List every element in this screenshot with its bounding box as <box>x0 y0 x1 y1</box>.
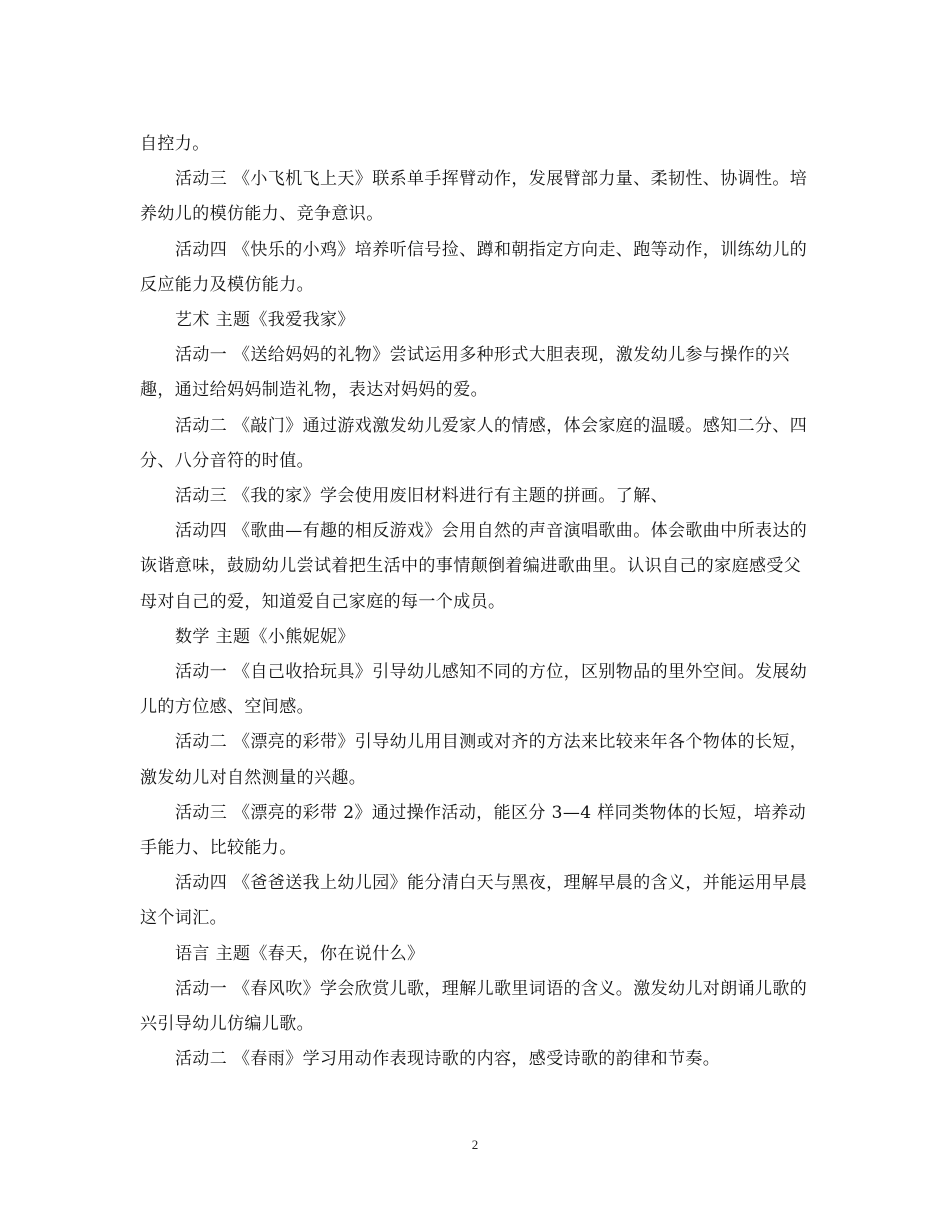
paragraph-activity: 活动一 《送给妈妈的礼物》尝试运用多种形式大胆表现，激发幼儿参与操作的兴趣，通过给妈妈制造礼物，表达对妈妈的爱。 <box>140 345 790 401</box>
paragraph-activity: 活动四 《爸爸送我上幼儿园》能分清白天与黑夜，理解早晨的含义，并能运用早晨这个词汇。 <box>140 873 808 929</box>
paragraph-activity: 活动三 《漂亮的彩带 2》通过操作活动，能区分 3—4 样同类物体的长短，培养动手能力、比较能力。 <box>140 802 807 859</box>
paragraph-activity: 活动二 《春雨》学习用动作表现诗歌的内容，感受诗歌的韵律和节奏。 <box>175 1049 721 1070</box>
page-number: 2 <box>471 1137 479 1152</box>
document-body <box>140 127 812 1077</box>
paragraph-activity: 活动二 《敲门》通过游戏激发幼儿爱家人的情感，体会家庭的温暖。感知二分、四分、八分音符的时值。 <box>140 415 808 471</box>
paragraph-activity: 活动四 《歌曲—有趣的相反游戏》会用自然的声音演唱歌曲。体会歌曲中所表达的诙谐意味，鼓励幼儿尝试着把生活中的事情颠倒着编进歌曲里。认识自己的家庭感受父母对自己的爱，知道爱自己家庭的每一个成员。 <box>140 521 808 612</box>
section-heading-language: 语言 主题《春天，你在说什么》 <box>175 943 425 964</box>
paragraph-continuation: 自控力。 <box>140 134 210 154</box>
section-heading-art: 艺术 主题《我爱我家》 <box>175 310 355 331</box>
paragraph-activity: 活动三 《小飞机飞上天》联系单手挥臂动作，发展臂部力量、柔韧性、协调性。培养幼儿的模仿能力、竞争意识。 <box>140 169 808 225</box>
paragraph-activity: 活动二 《漂亮的彩带》引导幼儿用目测或对齐的方法来比较来年各个物体的长短，激发幼儿对自然测量的兴趣。 <box>140 732 808 788</box>
paragraph-activity: 活动四 《快乐的小鸡》培养听信号捡、蹲和朝指定方向走、跑等动作，训练幼儿的反应能力及模仿能力。 <box>140 239 808 295</box>
paragraph-activity: 活动一 《自己收拾玩具》引导幼儿感知不同的方位，区别物品的里外空间。发展幼儿的方位感、空间感。 <box>140 662 808 718</box>
section-heading-math: 数学 主题《小熊妮妮》 <box>175 626 355 647</box>
paragraph-activity: 活动一 《春风吹》学会欣赏儿歌，理解儿歌里词语的含义。激发幼儿对朗诵儿歌的兴引导幼儿仿编儿歌。 <box>140 978 808 1035</box>
paragraph-activity: 活动三 《我的家》学会使用废旧材料进行有主题的拼画。了解、 <box>175 486 669 507</box>
